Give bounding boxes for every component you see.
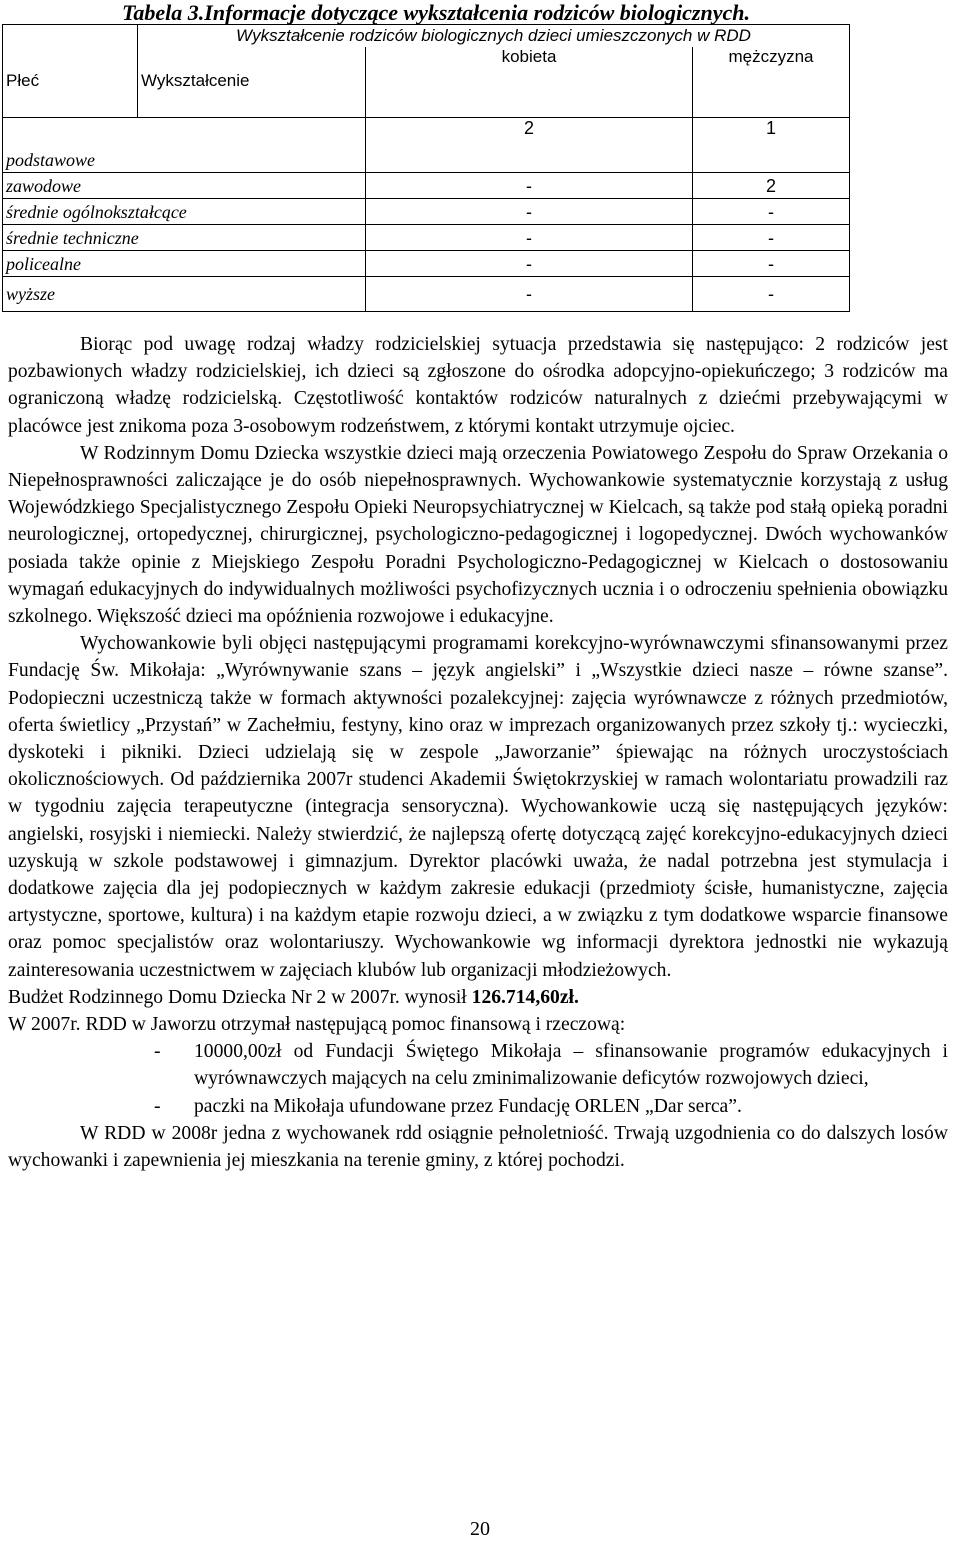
row-kobieta: - [366,199,693,225]
table-row [3,277,850,312]
row-kobieta: - [366,277,693,312]
row-kobieta: 2 [366,118,693,173]
header-mezczyzna-label: mężczyzna [728,47,814,66]
row-label: średnie ogólnokształcące [3,199,366,225]
body-text [8,331,948,1174]
row-mezczyzna: 2 [693,173,850,199]
table-row [3,251,850,277]
list-item-text: paczki na Mikołaja ufundowane przez Fundację ORLEN „Dar serca”. [194,1095,742,1117]
list-item-text: 10000,00zł od Fundacji Świętego Mikołaja – sfinansowanie programów edukacyjnych i wyrównawczych mających na celu zminimalizowanie deficytów rozwojowych dzieci, [194,1041,948,1090]
row-kobieta: - [366,225,693,251]
paragraph-budget [8,984,948,1011]
row-kobieta: - [366,251,693,277]
paragraph-programs: Wychowankowie byli objęci następującymi programami korekcyjno-wyrównawczymi sfinansowanymi przez Fundację Św. Mikołaja: „Wyrównywanie szans – język angielski” i „Wszystkie dzieci nasze – równe szanse”. Podopieczni uczestniczą także w formach aktywności pozalekcyjnej: zajęcia wyrównawcze z różnych przedmiotów, oferta świetlicy „Przystań” w Zachełmiu, festyny, kino oraz w imprezach organizowanych przez szkoły tj.: wycieczki, dyskoteki i pikniki. Dzieci udzielają się w zespole „Jaworzanie” śpiewając na różnych uroczystościach okolicznościowych. Od października 2007r studenci Akademii Świętokrzyskiej w ramach wolontariatu prowadzili raz w tygodniu zajęcia terapeutyczne (integracja sensoryczna). Wychowankowie uczą się następujących języków: angielski, rosyjski i niemiecki. Należy stwierdzić, że najlepszą ofertę dotyczącą zajęć korekcyjno-edukacyjnych dzieci uzyskują w szkole podstawowej i gimnazjum. Dyrektor placówki uważa, że nadal potrzebna jest stymulacja i dodatkowe zajęcia dla jej podopiecznych w każdym zakresie edukacji (przedmioty ścisłe, humanistyczne, zajęcia artystyczne, sportowe, kultura) i na każdym etapie rozwoju dzieci, a w związku z tym dodatkowe wsparcie finansowe oraz pomoc specjalistów oraz wolontariuszy. Wychowankowie wg informacji dyrektora jednostki nie wykazują zainteresowania uczestnictwem w zajęciach klubów lub organizacji młodzieżowych. [8,633,948,981]
budget-text: Budżet Rodzinnego Domu Dziecka Nr 2 w 2007r. wynosił [8,986,472,1008]
table-row [3,225,850,251]
header-mezczyzna [693,47,850,118]
paragraph-last: W RDD w 2008r jedna z wychowanek rdd osiągnie pełnoletniość. Trwają uzgodnienia co do dalszych losów wychowanki i zapewnienia jej mieszkania na terenie gminy, z której pochodzi. [8,1122,948,1172]
aid-list [8,1038,948,1120]
header-plec: Płeć [6,71,40,90]
paragraph-disability: W Rodzinnym Domu Dziecka wszystkie dzieci mają orzeczenia Powiatowego Zespołu do Spraw Orzekania o Niepełnosprawności zaliczające je do osób niepełnosprawnych. Wychowankowie systematycznie korzystają z usług Wojewódzkiego Specjalistycznego Zespołu Opieki Neuropsychiatrycznej w Kielcach, są także pod stałą opieką poradni neurologicznej, ortopedycznej, chirurgicznej, psychologiczno-pedagogicznej i logopedycznej. Dwóch wychowanków posiada także opinie z Miejskiego Zespołu Poradni Psychologiczno-Pedagogicznej w Kielcach o dostosowaniu wymagań edukacyjnych do indywidualnych możliwości psychofizycznych ucznia i o odroczeniu spełnienia obowiązku szkolnego. Większość dzieci ma opóźnienia rozwojowe i edukacyjne. [8,442,948,628]
group-header: Wykształcenie rodziców biologicznych dzieci umieszczonych w RDD [138,25,850,48]
education-table [2,24,850,312]
row-label: zawodowe [3,173,366,199]
header-kobieta-label: kobieta [501,47,557,66]
row-label: policealne [3,251,366,277]
header-plec-cell [3,25,138,118]
row-label: podstawowe [3,118,366,173]
table-caption: Tabela 3.Informacje dotyczące wykształcenia rodziców biologicznych. [122,0,750,25]
row-mezczyzna: - [693,251,850,277]
table-row [3,118,850,173]
row-label: wyższe [3,277,366,312]
paragraph-custody: Biorąc pod uwagę rodzaj władzy rodzicielskiej sytuacja przedstawia się następująco: 2 rodziców jest pozbawionych władzy rodzicielskiej, ich dzieci są zgłoszone do ośrodka adopcyjno-opiekuńczego; 3 rodziców ma ograniczoną władzę rodzicielską. Częstotliwość kontaktów rodziców naturalnych z dziećmi przebywającymi w placówce jest znikoma poza 3-osobowym rodzeństwem, z którymi kontakt utrzymuje ojciec. [8,334,948,437]
row-mezczyzna: - [693,199,850,225]
header-kobieta [366,47,693,118]
list-item [8,1038,948,1092]
list-item [8,1093,948,1120]
row-mezczyzna: - [693,277,850,312]
row-label: średnie techniczne [3,225,366,251]
list-dash: - [154,1095,161,1117]
row-kobieta: - [366,173,693,199]
header-wyksztalcenie: Wykształcenie [141,71,250,90]
header-wyksztalcenie-cell [138,47,366,118]
row-mezczyzna: 1 [693,118,850,173]
table-row [3,173,850,199]
list-dash: - [154,1041,161,1063]
paragraph-aid-intro: W 2007r. RDD w Jaworzu otrzymał następującą pomoc finansową i rzeczową: [8,1014,626,1036]
page-number: 20 [470,1518,490,1540]
table-row [3,199,850,225]
row-mezczyzna: - [693,225,850,251]
budget-amount: 126.714,60zł. [471,986,579,1008]
